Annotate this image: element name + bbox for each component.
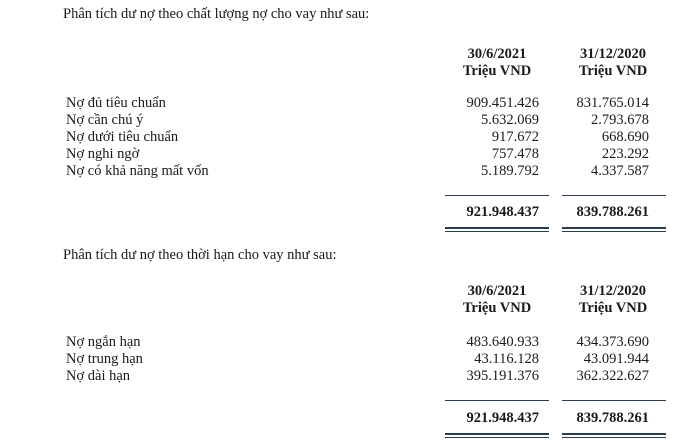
total-double-rule: [445, 227, 549, 229]
subtotal-rule: [445, 195, 549, 196]
table-cell-value: 43.091.944: [583, 351, 649, 367]
table-row-label: Nợ cần chú ý: [66, 112, 144, 128]
table-cell-value: 757.478: [491, 146, 539, 162]
total-double-rule: [445, 433, 549, 435]
table-cell-value: 483.640.933: [466, 334, 539, 350]
term-col1-date: 30/6/2021: [467, 283, 527, 299]
table-cell-value: 831.765.014: [576, 95, 649, 111]
term-col2-unit: Triệu VND: [578, 300, 648, 316]
quality-col1-date: 30/6/2021: [467, 46, 527, 62]
table-cell-value: 668.690: [601, 129, 649, 145]
table-cell-value: 395.191.376: [466, 368, 539, 384]
table-row-label: Nợ có khả năng mất vốn: [66, 163, 209, 179]
total-double-rule: [562, 227, 666, 229]
table-cell-value: 5.189.792: [481, 163, 539, 179]
term-col1-unit: Triệu VND: [462, 300, 532, 316]
table-cell-value: 909.451.426: [466, 95, 539, 111]
table-cell-value: 362.322.627: [576, 368, 649, 384]
total-double-rule: [562, 433, 666, 435]
table-row-label: Nợ ngắn hạn: [66, 334, 141, 350]
quality-col2-unit: Triệu VND: [578, 63, 648, 79]
total-double-rule: [445, 437, 549, 438]
table-row-label: Nợ đủ tiêu chuẩn: [66, 95, 166, 111]
quality-col1-unit: Triệu VND: [462, 63, 532, 79]
quality-col2-date: 31/12/2020: [579, 46, 647, 62]
quality-total-col1: 921.948.437: [466, 204, 539, 220]
table-cell-value: 2.793.678: [591, 112, 649, 128]
term-intro: Phân tích dư nợ theo thời hạn cho vay như sau:: [63, 247, 337, 263]
total-double-rule: [562, 231, 666, 232]
table-cell-value: 917.672: [491, 129, 539, 145]
table-cell-value: 43.116.128: [474, 351, 539, 367]
total-double-rule: [445, 231, 549, 232]
term-total-col2: 839.788.261: [576, 410, 649, 426]
term-col2-date: 31/12/2020: [579, 283, 647, 299]
subtotal-rule: [562, 195, 666, 196]
subtotal-rule: [562, 400, 666, 401]
table-cell-value: 434.373.690: [576, 334, 649, 350]
table-row-label: Nợ trung hạn: [66, 351, 143, 367]
table-row-label: Nợ dài hạn: [66, 368, 131, 384]
table-cell-value: 4.337.587: [591, 163, 649, 179]
table-cell-value: 223.292: [601, 146, 649, 162]
table-cell-value: 5.632.069: [481, 112, 539, 128]
quality-intro: Phân tích dư nợ theo chất lượng nợ cho vay như sau:: [63, 6, 370, 22]
table-row-label: Nợ dưới tiêu chuẩn: [66, 129, 179, 145]
table-row-label: Nợ nghi ngờ: [66, 146, 140, 162]
total-double-rule: [562, 437, 666, 438]
quality-total-col2: 839.788.261: [576, 204, 649, 220]
subtotal-rule: [445, 400, 549, 401]
term-total-col1: 921.948.437: [466, 410, 539, 426]
